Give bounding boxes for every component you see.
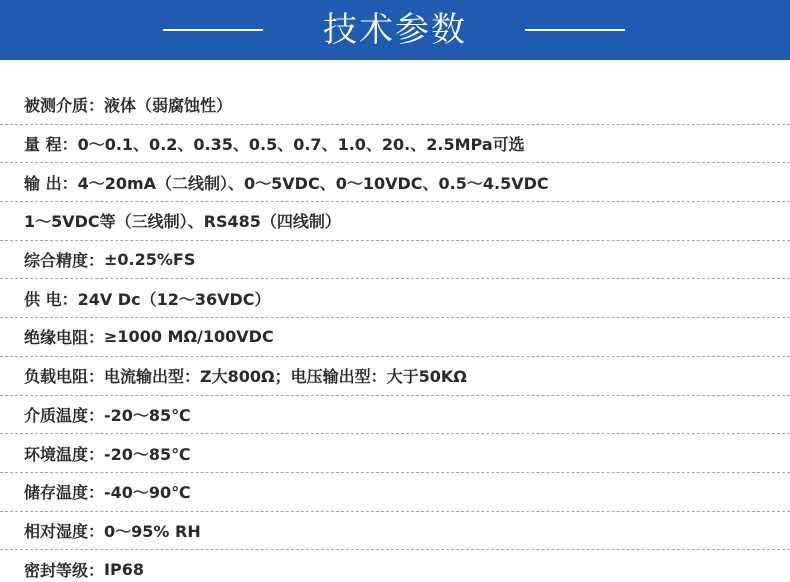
spec-label: 被测介质： [24, 96, 105, 116]
spec-label: 综合精度： [24, 251, 105, 271]
spec-label: 供 电： [24, 289, 78, 309]
spec-value: 电流输出型：Z大800Ω；电压输出型：大于50KΩ [104, 367, 467, 387]
spec-row-insulation-resistance [0, 318, 790, 357]
spec-label: 量 程： [24, 135, 78, 155]
spec-row-storage-temperature [0, 473, 790, 512]
spec-label: 输 出： [24, 173, 78, 193]
spec-row-output-continued [0, 202, 790, 241]
spec-value: -40～90℃ [104, 483, 191, 503]
header-decorative-line-right [525, 29, 625, 31]
spec-value: ±0.25%FS [104, 250, 196, 270]
spec-label: 相对湿度： [24, 521, 105, 541]
spec-list [0, 86, 790, 582]
spec-value: 24V Dc（12～36VDC） [77, 289, 271, 309]
spec-value: ≥1000 MΩ/100VDC [104, 327, 274, 347]
spec-row-load-resistance [0, 357, 790, 396]
spec-row-medium [0, 86, 790, 125]
spec-value: -20～85℃ [104, 405, 191, 425]
spec-label: 介质温度： [24, 405, 105, 425]
spec-row-power-supply [0, 279, 790, 318]
spec-value: 0～0.1、0.2、0.35、0.5、0.7、1.0、20.、2.5MPa可选 [77, 135, 525, 155]
spec-label: 环境温度： [24, 444, 105, 464]
spec-value: 液体（弱腐蚀性） [104, 96, 233, 116]
spec-label: 绝缘电阻： [24, 328, 105, 348]
spec-row-range [0, 125, 790, 164]
spec-row-relative-humidity [0, 512, 790, 551]
page-title: 技术参数 [323, 10, 467, 50]
spec-value: IP68 [104, 560, 144, 580]
spec-label: 负载电阻： [24, 367, 105, 387]
spec-row-output [0, 163, 790, 202]
spec-value: 4～20mA（二线制）、0～5VDC、0～10VDC、0.5～4.5VDC [77, 173, 549, 193]
spec-label: 储存温度： [24, 483, 105, 503]
spec-row-ingress-protection [0, 550, 790, 582]
spec-row-accuracy [0, 241, 790, 280]
spec-row-medium-temperature [0, 396, 790, 435]
spec-value: 1～5VDC等（三线制）、RS485（四线制） [24, 212, 341, 232]
spec-value: -20～85℃ [104, 444, 191, 464]
spec-value: 0～95% RH [104, 521, 201, 541]
spec-row-ambient-temperature [0, 434, 790, 473]
spec-label: 密封等级： [24, 561, 105, 581]
header-banner [0, 0, 790, 60]
